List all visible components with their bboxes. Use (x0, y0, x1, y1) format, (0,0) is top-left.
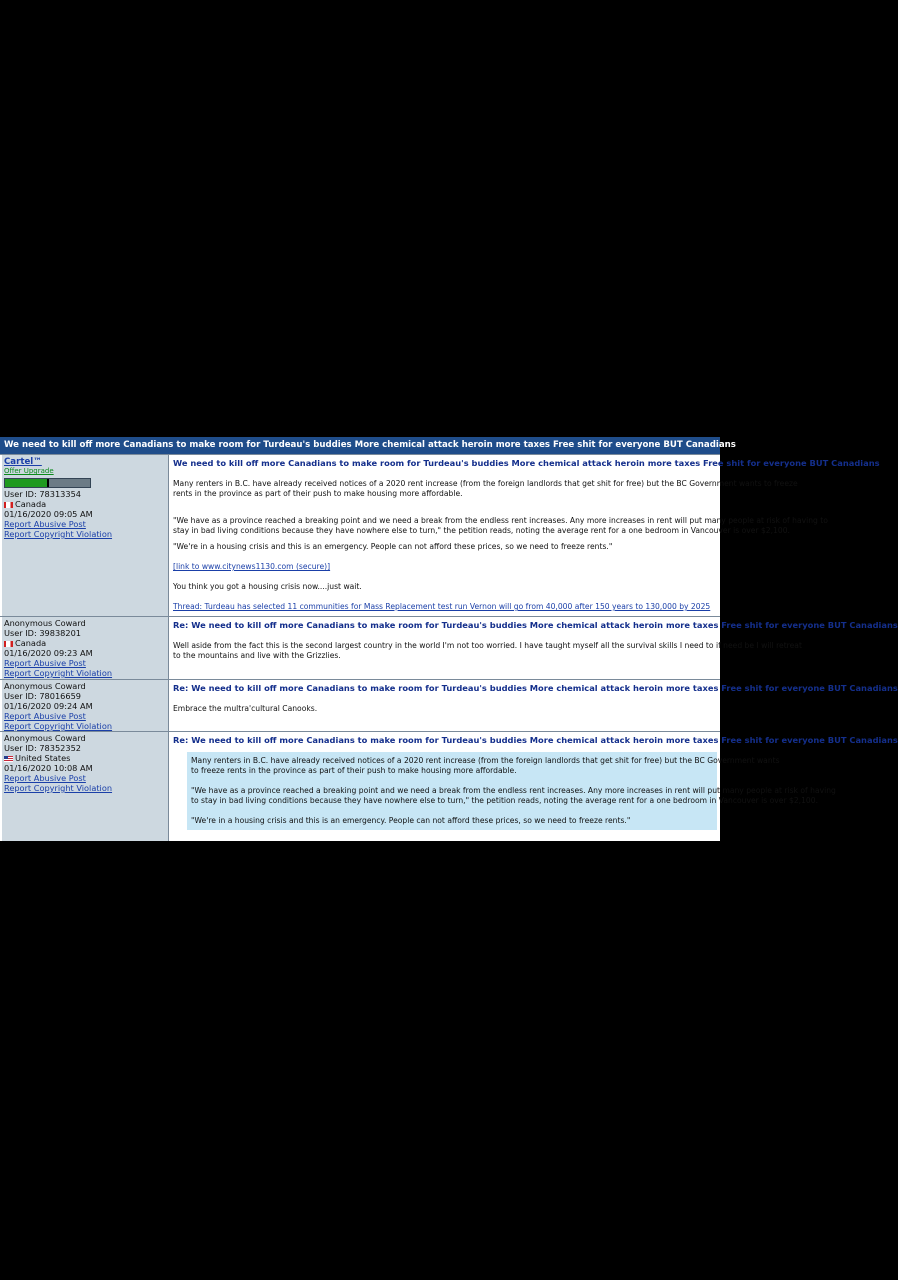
post-timestamp: 01/16/2020 09:23 AM (4, 648, 93, 658)
country-label: Canada (15, 638, 47, 648)
post-author-sidebar (2, 617, 169, 679)
post-paragraph: You think you got a housing crisis now....just wait. (173, 582, 362, 591)
report-copyright-link[interactable]: Report Copyright Violation (4, 721, 113, 731)
post-body (170, 455, 880, 616)
username: Anonymous Coward (4, 681, 86, 691)
rating-fill (5, 479, 49, 487)
related-thread-link[interactable]: Thread: Turdeau has selected 11 communities for Mass Replacement test run Vernon will go from 40,000 after 150 years to 130,000 by 2025 (173, 602, 711, 611)
thread-title-bar: We need to kill off more Canadians to make room for Turdeau's buddies More chemical attack heroin more taxes Free shit for everyone BUT Canadians (0, 437, 720, 454)
post-title: Re: We need to kill off more Canadians to make room for Turdeau's buddies More chemical attack heroin more taxes Free shit for everyone BUT Canadians (173, 683, 898, 693)
user-country (4, 638, 166, 648)
user-id: User ID: 78313354 (4, 489, 82, 499)
post-paragraph: rents in the province as part of their push to make housing more affordable. (173, 489, 463, 498)
post-title: Re: We need to kill off more Canadians to make room for Turdeau's buddies More chemical attack heroin more taxes Free shit for everyone BUT Canadians (173, 620, 898, 630)
quote-paragraph: to stay in bad living conditions because they have nowhere else to turn," the petition reads, noting the average rent for a one bedroom in Vancouver is over $2,100. (191, 796, 818, 805)
country-label: Canada (15, 499, 47, 509)
report-abusive-link[interactable]: Report Abusive Post (4, 658, 86, 668)
post-paragraph: to the mountains and live with the Grizzlies. (173, 651, 341, 660)
post-paragraph: Well aside from the fact this is the second largest country in the world I'm not too worried. I have taught myself all the survival skills I need to if need be I will retreat (173, 641, 802, 650)
source-link[interactable]: [link to www.citynews1130.com (secure)] (173, 562, 331, 571)
username-link[interactable]: Cartel™ (4, 457, 42, 467)
post-paragraph: Embrace the multra'cultural Canooks. (173, 704, 318, 713)
user-id: User ID: 78016659 (4, 691, 82, 701)
post-row (0, 616, 898, 679)
user-id: User ID: 39838201 (4, 628, 82, 638)
post-body (170, 680, 898, 731)
post-author-sidebar (2, 680, 169, 731)
offer-upgrade-link[interactable]: Offer Upgrade (4, 467, 54, 475)
post-timestamp: 01/16/2020 10:08 AM (4, 763, 93, 773)
report-copyright-link[interactable]: Report Copyright Violation (4, 783, 113, 793)
post-paragraph: stay in bad living conditions because they have nowhere else to turn," the petition reads, noting the average rent for a one bedroom in Vancouver is over $2,100. (173, 526, 790, 535)
post-paragraph: "We have as a province reached a breaking point and we need a break from the endless rent increases. Any more increases in rent will put many people at risk of having to (173, 516, 828, 525)
report-copyright-link[interactable]: Report Copyright Violation (4, 529, 113, 539)
canada-flag-icon (4, 502, 13, 508)
quote-paragraph: "We have as a province reached a breaking point and we need a break from the endless rent increases. Any more increases in rent will put many people at risk of having (191, 786, 836, 795)
post-paragraph: Many renters in B.C. have already received notices of a 2020 rent increase (from the foreign landlords that get shit for free) but the BC Government wants to freeze (173, 479, 798, 488)
username: Anonymous Coward (4, 618, 86, 628)
post-body (170, 732, 898, 841)
post-timestamp: 01/16/2020 09:24 AM (4, 701, 93, 711)
report-copyright-link[interactable]: Report Copyright Violation (4, 668, 113, 678)
rating-bar (4, 478, 91, 488)
post-body (170, 617, 898, 679)
user-country (4, 499, 166, 509)
quote-paragraph: Many renters in B.C. have already received notices of a 2020 rent increase (from the foreign landlords that get shit for free) but the BC Government wants (191, 756, 780, 765)
country-label: United States (15, 753, 71, 763)
report-abusive-link[interactable]: Report Abusive Post (4, 711, 86, 721)
post-timestamp: 01/16/2020 09:05 AM (4, 509, 93, 519)
post-title: Re: We need to kill off more Canadians to make room for Turdeau's buddies More chemical attack heroin more taxes Free shit for everyone BUT Canadians (173, 735, 898, 745)
user-id: User ID: 78352352 (4, 743, 82, 753)
quote-paragraph: to freeze rents in the province as part of their push to make housing more affordable. (191, 766, 517, 775)
username: Anonymous Coward (4, 733, 86, 743)
post-author-sidebar (2, 455, 169, 616)
post-row (0, 454, 880, 616)
forum-screenshot (0, 437, 898, 841)
rating-marker (47, 479, 49, 487)
user-country (4, 753, 166, 763)
post-title: We need to kill off more Canadians to make room for Turdeau's buddies More chemical attack heroin more taxes Free shit for everyone BUT Canadians (173, 458, 880, 468)
canada-flag-icon (4, 641, 13, 647)
quoted-text-block (187, 752, 836, 830)
post-author-sidebar (2, 732, 169, 841)
post-row (0, 679, 898, 731)
post-row (0, 731, 898, 841)
quote-paragraph: "We're in a housing crisis and this is an emergency. People can not afford these prices, so we need to freeze rents." (191, 816, 631, 825)
post-paragraph: "We're in a housing crisis and this is an emergency. People can not afford these prices, so we need to freeze rents." (173, 542, 613, 551)
report-abusive-link[interactable]: Report Abusive Post (4, 519, 86, 529)
us-flag-icon (4, 756, 13, 762)
report-abusive-link[interactable]: Report Abusive Post (4, 773, 86, 783)
